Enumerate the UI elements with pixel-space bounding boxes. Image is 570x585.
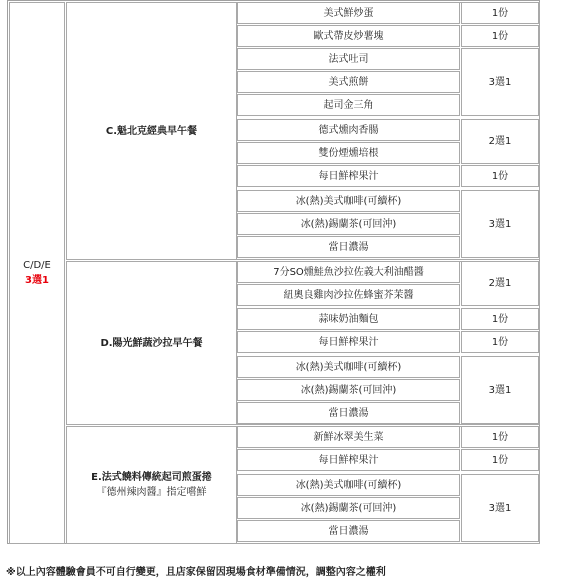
- set-d-title-text: D.陽光鮮蔬沙拉早午餐: [100, 337, 203, 349]
- set-c-qty-2: 1份: [461, 25, 539, 47]
- set-c-item-2: 歐式帶皮炒薯塊: [237, 25, 460, 47]
- set-d-item-4: 每日鮮榨果汁: [237, 331, 460, 353]
- set-c-item-11: 當日濃湯: [237, 236, 460, 258]
- set-d-item-2: 紐奧良雞肉沙拉佐蜂蜜芥茉醬: [237, 284, 460, 306]
- set-c-title: [66, 2, 237, 260]
- combo-pick: 3選1: [25, 275, 49, 286]
- footnote: ※以上內容體驗會員不可自行變更，且店家保留因現場食材準備情況，調整內容之權利: [6, 567, 386, 578]
- set-c-item-9: 冰(熱)美式咖啡(可續杯): [237, 190, 460, 212]
- set-e-item-2: 每日鮮榨果汁: [237, 449, 460, 471]
- combo-code: C/D/E: [23, 260, 51, 271]
- set-d-qty-1: 2選1: [461, 261, 539, 306]
- set-e-item-4: 冰(熱)錫蘭茶(可回沖): [237, 497, 460, 519]
- set-d-title: [66, 261, 237, 425]
- set-d-item-1: 7分SO燻鮭魚沙拉佐義大利油醋醬: [237, 261, 460, 283]
- set-e-qty-1: 1份: [461, 426, 539, 448]
- set-d-qty-2: 1份: [461, 308, 539, 330]
- set-e-title-text: E.法式饒料傳統起司煎蛋捲: [91, 472, 212, 483]
- set-c-item-5: 起司金三角: [237, 94, 460, 116]
- set-c-qty-5: 1份: [461, 165, 539, 187]
- set-d-qty-3: 1份: [461, 331, 539, 353]
- set-c-item-7: 雙份煙燻培根: [237, 142, 460, 164]
- menu-table: [7, 0, 540, 544]
- set-c-item-10: 冰(熱)錫蘭茶(可回沖): [237, 213, 460, 235]
- set-d-item-5: 冰(熱)美式咖啡(可續杯): [237, 356, 460, 378]
- set-c-qty-3: 3選1: [461, 48, 539, 116]
- set-d-qty-4: 3選1: [461, 356, 539, 424]
- set-c-qty-4: 2選1: [461, 119, 539, 164]
- set-c-item-6: 德式燻肉香腸: [237, 119, 460, 141]
- set-c-item-8: 每日鮮榨果汁: [237, 165, 460, 187]
- set-c-title-text: C.魁北克經典早午餐: [105, 125, 198, 137]
- set-e-subtitle: 『德州辣肉醬』指定嚐鮮: [96, 487, 207, 498]
- set-c-item-1: 美式鮮炒蛋: [237, 2, 460, 24]
- set-c-qty-1: 1份: [461, 2, 539, 24]
- set-e-item-5: 當日濃湯: [237, 520, 460, 542]
- set-e-qty-3: 3選1: [461, 474, 539, 542]
- set-c-item-4: 美式煎餅: [237, 71, 460, 93]
- set-d-item-6: 冰(熱)錫蘭茶(可回沖): [237, 379, 460, 401]
- set-d-item-7: 當日濃湯: [237, 402, 460, 424]
- set-e-item-3: 冰(熱)美式咖啡(可續杯): [237, 474, 460, 496]
- set-e-item-1: 新鮮冰翠美生菜: [237, 426, 460, 448]
- set-c-qty-6: 3選1: [461, 190, 539, 258]
- combo-cell: [9, 2, 65, 544]
- set-e-title: [66, 426, 237, 544]
- set-c-item-3: 法式吐司: [237, 48, 460, 70]
- set-d-item-3: 蒜味奶油麵包: [237, 308, 460, 330]
- set-e-qty-2: 1份: [461, 449, 539, 471]
